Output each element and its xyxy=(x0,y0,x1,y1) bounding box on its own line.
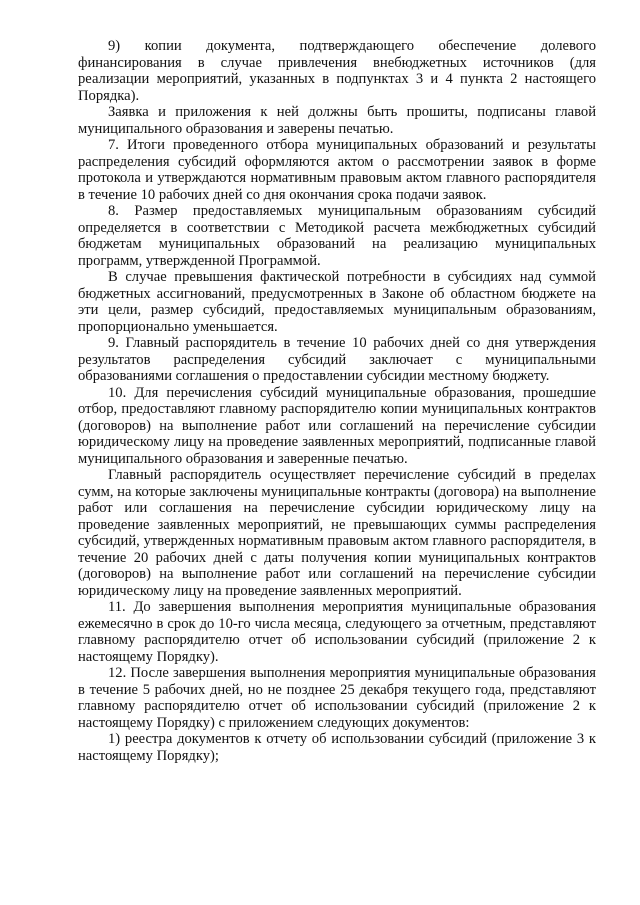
paragraph-point-11: 11. До завершения выполнения мероприятия муниципальные образования ежемесячно в срок до 10-го числа месяца, следующего за отчетным, представляют главному распорядителю отчет об использовании субсидий (приложение 2 к настоящему Порядку). xyxy=(78,599,596,665)
paragraph-item-9-documents: 9) копии документа, подтверждающего обеспечение долевого финансирования в случае привлечения внебюджетных источников (для реализации мероприятий, указанных в подпунктах 3 и 4 пункта 2 настоящего Порядка). xyxy=(78,38,596,104)
paragraph-application-binding: Заявка и приложения к ней должны быть прошиты, подписаны главой муниципального образования и заверены печатью. xyxy=(78,104,596,137)
paragraph-excess-demand: В случае превышения фактической потребности в субсидиях над суммой бюджетных ассигнований, предусмотренных в Законе об областном бюджете на эти цели, размер субсидий, предоставляемых муниципальным образованиям, пропорционально уменьшается. xyxy=(78,269,596,335)
paragraph-subitem-1-registry: 1) реестра документов к отчету об использовании субсидий (приложение 3 к настоящему Порядку); xyxy=(78,731,596,764)
paragraph-point-10: 10. Для перечисления субсидий муниципальные образования, прошедшие отбор, предоставляют главному распорядителю копии муниципальных контрактов (договоров) на выполнение работ или соглашений на перечисление субсидии юридическому лицу на проведение заявленных мероприятий, подписанные главой муниципального образования и заверенные печатью. xyxy=(78,384,596,467)
document-page xyxy=(78,38,596,764)
paragraph-point-9: 9. Главный распорядитель в течение 10 рабочих дней со дня утверждения результатов распределения субсидий заключает с муниципальными образованиями соглашения о предоставлении субсидии местному бюджету. xyxy=(78,335,596,384)
paragraph-point-12: 12. После завершения выполнения мероприятия муниципальные образования в течение 5 рабочих дней, но не позднее 25 декабря текущего года, представляют главному распорядителю отчет об использовании субсидий (приложение 2 к настоящему Порядку) с приложением следующих документов: xyxy=(78,665,596,731)
paragraph-point-7: 7. Итоги проведенного отбора муниципальных образований и результаты распределения субсидий оформляются актом о рассмотрении заявок в форме протокола и утверждаются нормативным правовым актом главного распорядителя в течение 10 рабочих дней со дня окончания срока подачи заявок. xyxy=(78,137,596,203)
paragraph-point-8: 8. Размер предоставляемых муниципальным образованиям субсидий определяется в соответствии с Методикой расчета межбюджетных субсидий бюджетам муниципальных образований на реализацию муниципальных программ, утвержденной Программой. xyxy=(78,203,596,269)
paragraph-transfer-of-subsidies: Главный распорядитель осуществляет перечисление субсидий в пределах сумм, на которые заключены муниципальные контракты (договора) на выполнение работ или соглашения на перечисление субсидии юридическому лицу на проведение заявленных мероприятий, не превышающих суммы распределения субсидий, утвержденных нормативным правовым актом главного распорядителя, в течение 20 рабочих дней с даты получения копии муниципальных контрактов (договоров) на выполнение работ или соглашений на перечисление субсидии юридическому лицу на проведение заявленных мероприятий. xyxy=(78,467,596,599)
